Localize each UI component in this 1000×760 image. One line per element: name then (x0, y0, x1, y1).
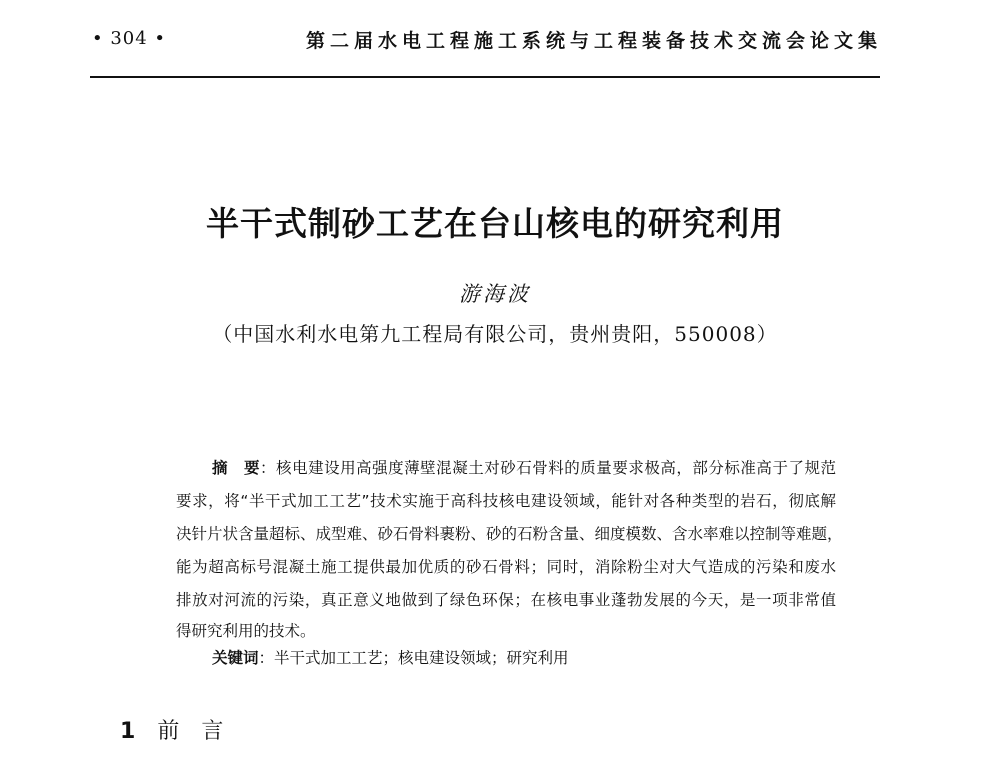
abstract-line: 决针片状含量超标、成型难、砂石骨料裹粉、砂的石粉含量、细度模数、含水率难以控制等难题， (176, 525, 843, 543)
section-number: 1 (120, 719, 136, 744)
paper-title: 半干式制砂工艺在台山核电的研究利用 (206, 204, 784, 243)
section-heading (120, 714, 245, 745)
author: 游海波 (459, 282, 531, 306)
keywords-text: ：半干式加工工艺；核电建设领域；研究利用 (258, 649, 569, 667)
abstract-line: 要求，将“半干式加工工艺”技术实施于高科技核电建设领域，能针对各种类型的岩石，彻底解 (176, 492, 836, 510)
abstract-text: ：核电建设用高强度薄壁混凝土对砂石骨料的质量要求极高，部分标准高于了规范 (260, 459, 836, 477)
keywords-label: 关键词 (212, 649, 259, 667)
page-number: • 304 • (92, 28, 167, 49)
header-rule (90, 76, 880, 78)
section-title: 前言 (157, 719, 246, 744)
running-header-title: 第二届水电工程施工系统与工程装备技术交流会论文集 (305, 30, 882, 52)
abstract-line: 能为超高标号混凝土施工提供最加优质的砂石骨料；同时，消除粉尘对大气造成的污染和废水 (176, 558, 836, 576)
abstract-line (212, 456, 836, 478)
keywords (212, 646, 569, 668)
abstract-line: 得研究利用的技术。 (176, 622, 316, 640)
abstract-line: 排放对河流的污染，真正意义地做到了绿色环保；在核电事业蓬勃发展的今天，是一项非常值 (176, 591, 836, 609)
affiliation: （中国水利水电第九工程局有限公司，贵州贵阳，550008） (212, 322, 778, 346)
abstract-label: 摘 要 (212, 459, 261, 477)
